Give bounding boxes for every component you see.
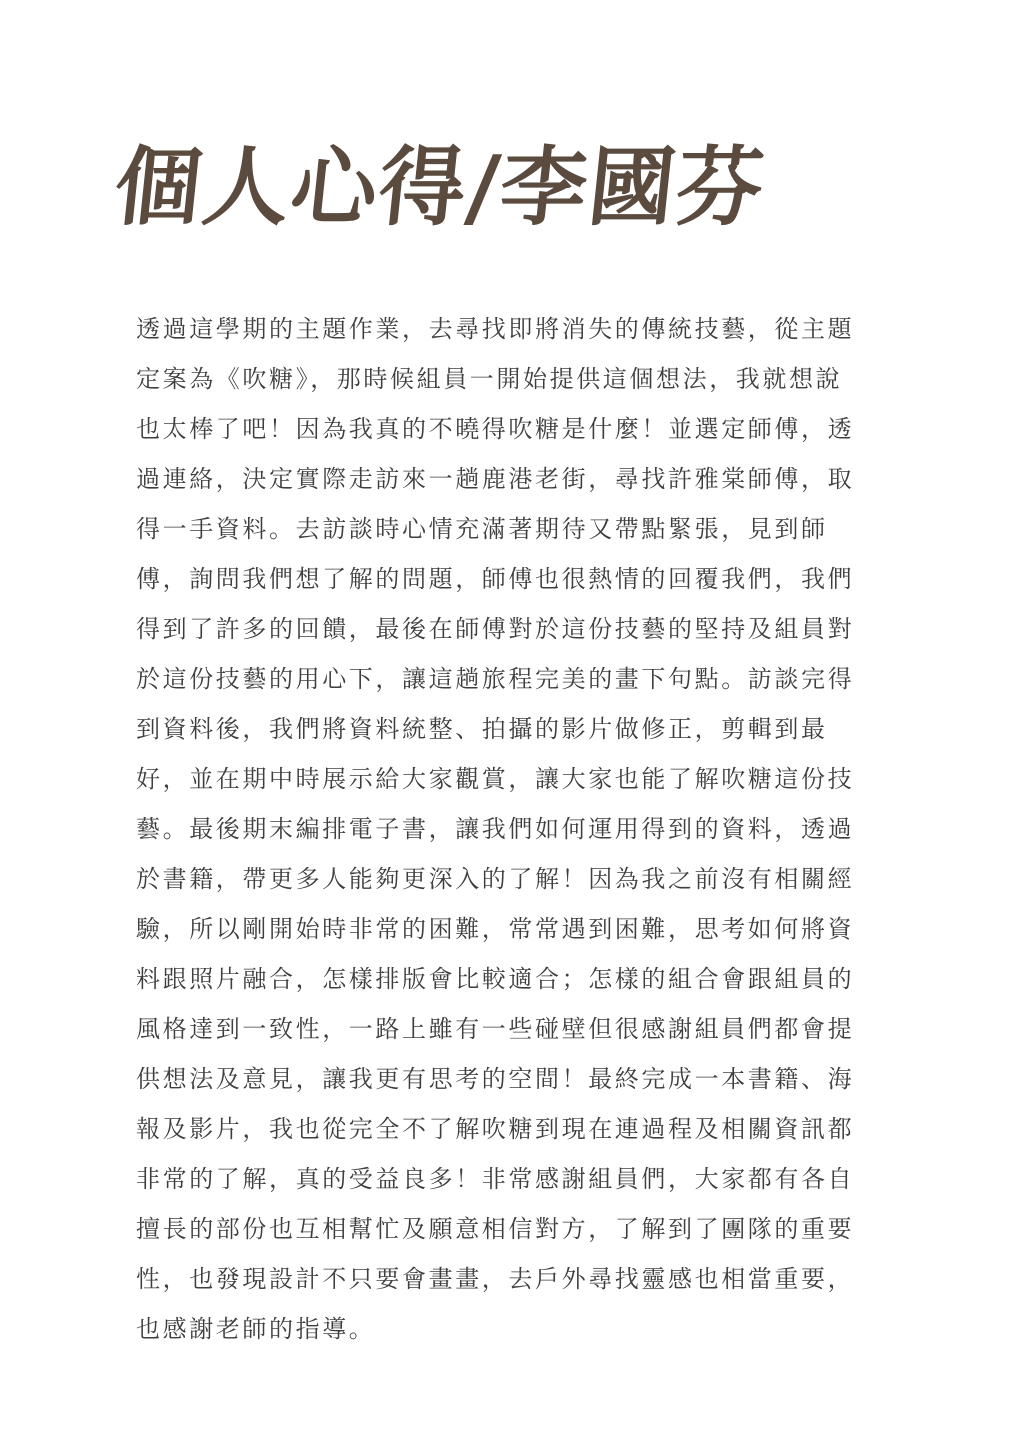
paragraph-line: 料跟照片融合，怎樣排版會比較適合；怎樣的組合會跟組員的 xyxy=(136,965,855,993)
paragraph-line: 傅，詢問我們想了解的問題，師傅也很熱情的回覆我們，我們 xyxy=(136,565,855,593)
paragraph-line: 非常的了解，真的受益良多！非常感謝組員們，大家都有各自 xyxy=(136,1165,855,1193)
paragraph-line: 供想法及意見，讓我更有思考的空間！最終完成一本書籍、海 xyxy=(136,1065,855,1093)
paragraph-line: 於這份技藝的用心下，讓這趟旅程完美的畫下句點。訪談完得 xyxy=(136,665,855,693)
paragraph-line: 驗，所以剛開始時非常的困難，常常遇到困難，思考如何將資 xyxy=(136,915,855,943)
paragraph-line: 得一手資料。去訪談時心情充滿著期待又帶點緊張，見到師 xyxy=(136,515,828,543)
paragraph-line: 報及影片，我也從完全不了解吹糖到現在連過程及相關資訊都 xyxy=(136,1115,855,1143)
paragraph-line: 透過這學期的主題作業，去尋找即將消失的傳統技藝，從主題 xyxy=(136,315,855,343)
paragraph-line: 定案為《吹糖》，那時候組員一開始提供這個想法，我就想說 xyxy=(136,365,843,393)
paragraph-line: 藝。最後期末編排電子書，讓我們如何運用得到的資料，透過 xyxy=(136,815,855,843)
paragraph-line: 風格達到一致性，一路上雖有一些碰壁但很感謝組員們都會提 xyxy=(136,1015,855,1043)
paragraph-line: 過連絡，決定實際走訪來一趟鹿港老街，尋找許雅棠師傅，取 xyxy=(136,465,855,493)
paragraph-line: 性，也發現設計不只要會畫畫，去戶外尋找靈感也相當重要， xyxy=(136,1265,855,1293)
paragraph-line: 好，並在期中時展示給大家觀賞，讓大家也能了解吹糖這份技 xyxy=(136,765,855,793)
paragraph-line: 也太棒了吧！因為我真的不曉得吹糖是什麼！並選定師傅，透 xyxy=(136,415,855,443)
page-title: 個人心得/李國芬 xyxy=(110,137,771,238)
paragraph-line: 於書籍，帶更多人能夠更深入的了解！因為我之前沒有相關經 xyxy=(136,865,855,893)
paragraph-line: 到資料後，我們將資料統整、拍攝的影片做修正，剪輯到最 xyxy=(136,715,828,743)
paragraph-line: 也感謝老師的指導。 xyxy=(136,1315,376,1343)
paragraph-line: 得到了許多的回饋，最後在師傅對於這份技藝的堅持及組員對 xyxy=(136,615,855,643)
paragraph-line: 擅長的部份也互相幫忙及願意相信對方，了解到了團隊的重要 xyxy=(136,1215,855,1243)
reflection-paragraph xyxy=(136,304,896,1354)
